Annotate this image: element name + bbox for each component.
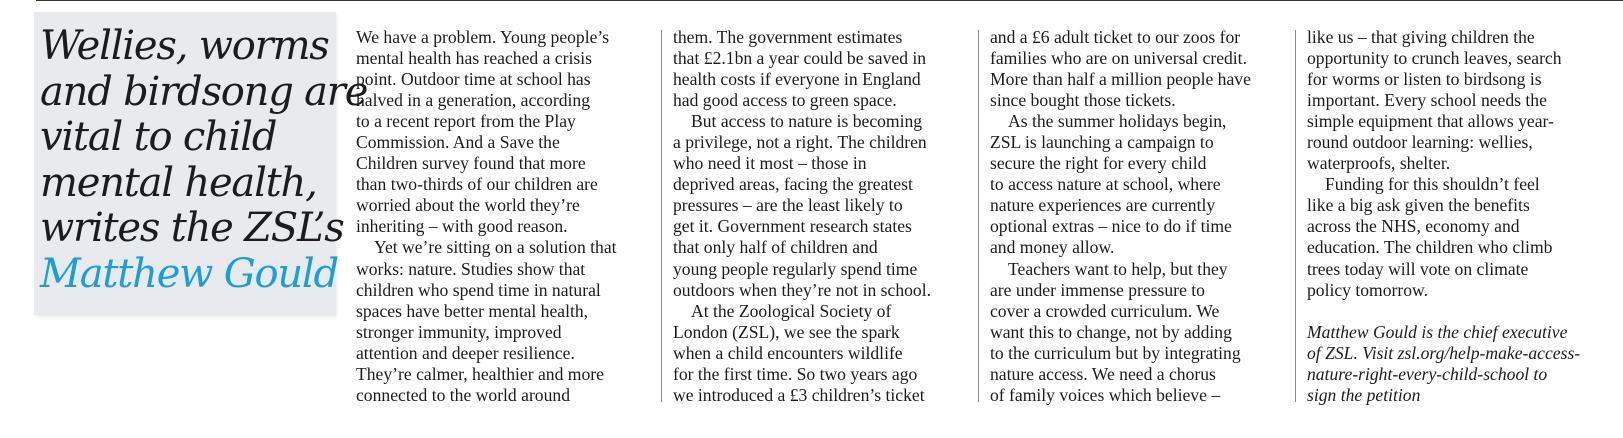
body-line: Children survey found that more [356, 153, 586, 174]
body-line: like a big ask given the benefits [1307, 195, 1530, 216]
body-line: But access to nature is becoming [691, 111, 923, 132]
body-line: London (ZSL), we see the spark [673, 321, 900, 342]
body-line: Funding for this shouldn’t feel [1325, 174, 1540, 195]
author-signoff-line: sign the petition [1307, 384, 1421, 405]
body-line: policy tomorrow. [1307, 279, 1429, 300]
body-line: ZSL is launching a campaign to [990, 132, 1214, 153]
body-line: stronger immunity, improved [356, 321, 562, 342]
author-signoff-line: Matthew Gould is the chief executive [1307, 321, 1568, 342]
article-column-2 [673, 27, 973, 406]
body-line: We have a problem. Young people’s [356, 27, 610, 47]
body-line: children who spend time in natural [356, 279, 601, 300]
body-line: secure the right for every child [990, 153, 1207, 174]
body-line: a privilege, not a right. The children [673, 132, 927, 153]
body-line: optional extras – nice to do if time [990, 216, 1232, 237]
body-line: and a £6 adult ticket to our zoos for [990, 27, 1241, 47]
body-line: young people regularly spend time [673, 258, 918, 279]
body-line: waterproofs, shelter. [1307, 153, 1451, 174]
body-line: who need it most – those in [673, 153, 867, 174]
body-line: to access nature at school, where [990, 174, 1221, 195]
column-divider [661, 30, 662, 402]
body-line: More than half a million people have [990, 69, 1251, 90]
body-line: nature access. We need a chorus [990, 363, 1216, 384]
headline-line: writes the ZSL’s [40, 205, 344, 252]
body-line: inheriting – with good reason. [356, 216, 568, 237]
body-line: Commission. And a Save the [356, 132, 560, 153]
body-line: pressures – are the least likely to [673, 195, 903, 216]
body-line: health costs if everyone in England [673, 69, 921, 90]
body-line: that £2.1bn a year could be saved in [673, 48, 927, 69]
body-line: for the first time. So two years ago [673, 363, 918, 384]
body-line: families who are on universal credit. [990, 48, 1247, 69]
column-divider [1295, 30, 1296, 402]
article-column-4 [1307, 27, 1607, 406]
body-line: nature experiences are currently [990, 195, 1216, 216]
body-line: since bought those tickets. [990, 90, 1176, 111]
body-line: halved in a generation, according [356, 90, 590, 111]
body-line: Teachers want to help, but they [1008, 258, 1228, 279]
body-line: and money allow. [990, 237, 1115, 258]
body-line: mental health has reached a crisis [356, 48, 592, 69]
body-line: opportunity to crunch leaves, search [1307, 48, 1562, 69]
body-line: deprived areas, facing the greatest [673, 174, 913, 195]
headline-line: vital to child [40, 114, 277, 161]
author-signoff-line: of ZSL. Visit zsl.org/help-make-access- [1307, 342, 1581, 363]
body-line: like us – that giving children the [1307, 27, 1535, 47]
headline [40, 23, 368, 298]
body-line: As the summer holidays begin, [1008, 111, 1227, 132]
article-column-3 [990, 27, 1290, 406]
headline-author-name: Matthew Gould [40, 250, 338, 297]
body-line: are under immense pressure to [990, 279, 1205, 300]
article-column-1 [356, 27, 661, 406]
headline-line: Wellies, worms [40, 23, 329, 69]
body-line: spaces have better mental health, [356, 300, 589, 321]
body-line: across the NHS, economy and [1307, 216, 1520, 237]
body-line: outdoors when they’re not in school. [673, 279, 931, 300]
body-line: simple equipment that allows year- [1307, 111, 1554, 132]
body-line: than two-thirds of our children are [356, 174, 598, 195]
body-line: connected to the world around [356, 384, 570, 405]
body-line: when a child encounters wildlife [673, 342, 903, 363]
author-signoff-line: nature-right-every-child-school to [1307, 363, 1548, 384]
body-line: of family voices which believe – [990, 384, 1221, 405]
headline-line: and birdsong are [40, 68, 368, 115]
body-line: At the Zoological Society of [691, 300, 892, 321]
body-line: we introduced a £3 children’s ticket [673, 384, 925, 405]
body-line: them. The government estimates [673, 27, 903, 47]
body-line: to the curriculum but by integrating [990, 342, 1241, 363]
body-line: cover a crowded curriculum. We [990, 300, 1220, 321]
column-divider [978, 30, 979, 402]
body-line: attention and deeper resilience. [356, 342, 575, 363]
body-line: that only half of children and [673, 237, 878, 258]
body-line: want this to change, not by adding [990, 321, 1232, 342]
body-line: to a recent report from the Play [356, 111, 576, 132]
body-line: round outdoor learning: wellies, [1307, 132, 1533, 153]
body-line: get it. Government research states [673, 216, 912, 237]
body-line: worried about the world they’re [356, 195, 580, 216]
body-line: They’re calmer, healthier and more [356, 363, 604, 384]
body-line: for worms or listen to birdsong is [1307, 69, 1542, 90]
body-line: education. The children who climb [1307, 237, 1553, 258]
body-line: Yet we’re sitting on a solution that [374, 237, 617, 258]
top-rule [36, 0, 1623, 1]
headline-line: mental health, [40, 159, 317, 206]
body-line: works: nature. Studies show that [356, 258, 586, 279]
paragraph-gap [1307, 301, 1607, 322]
body-line: point. Outdoor time at school has [356, 69, 591, 90]
body-line: had good access to green space. [673, 90, 897, 111]
body-line: trees today will vote on climate [1307, 258, 1529, 279]
body-line: important. Every school needs the [1307, 90, 1547, 111]
